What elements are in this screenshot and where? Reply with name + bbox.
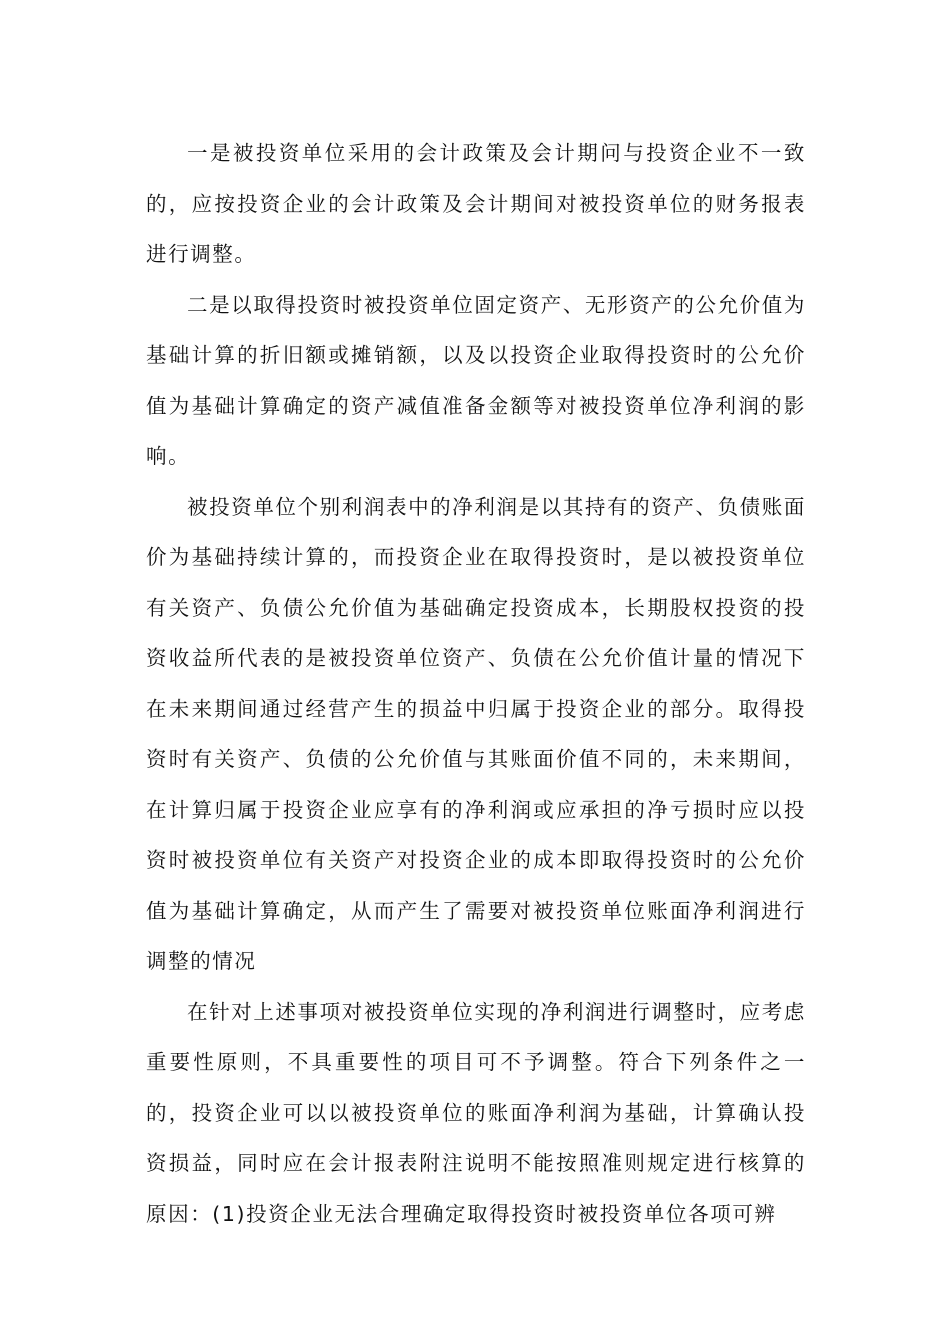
paragraph-1: 一是被投资单位采用的会计政策及会计期问与投资企业不一致的，应按投资企业的会计政策及会计期间对被投资单位的财务报表进行调整。: [146, 141, 806, 266]
paragraph-2: 二是以取得投资时被投资单位固定资产、无形资产的公允价值为基础计算的折旧额或摊销额，以及以投资企业取得投资时的公允价值为基础计算确定的资产减值准备金额等对被投资单位净利润的影响。: [146, 292, 806, 468]
document-body: [146, 128, 806, 1239]
paragraph-3: 被投资单位个别利润表中的净利润是以其持有的资产、负债账面价为基础持续计算的，而投资企业在取得投资时，是以被投资单位有关资产、负债公允价值为基础确定投资成本，长期股权投资的投资收益所代表的是被投资单位资产、负债在公允价值计量的情况下在未来期间通过经营产生的损益中归属于投资企业的部分。取得投资时有关资产、负债的公允价值与其账面价值不同的，未来期间，在计算归属于投资企业应享有的净利润或应承担的净亏损时应以投资时被投资单位有关资产对投资企业的成本即取得投资时的公允价值为基础计算确定，从而产生了需要对被投资单位账面净利润进行调整的情况: [146, 494, 806, 973]
paragraph-4: 在针对上述事项对被投资单位实现的净利润进行调整时，应考虑重要性原则，不具重要性的项目可不予调整。符合下列条件之一的，投资企业可以以被投资单位的账面净利润为基础，计算确认投资损益，同时应在会计报表附注说明不能按照准则规定进行核算的原因：(1)投资企业无法合理确定取得投资时被投资单位各项可辨: [146, 999, 806, 1226]
